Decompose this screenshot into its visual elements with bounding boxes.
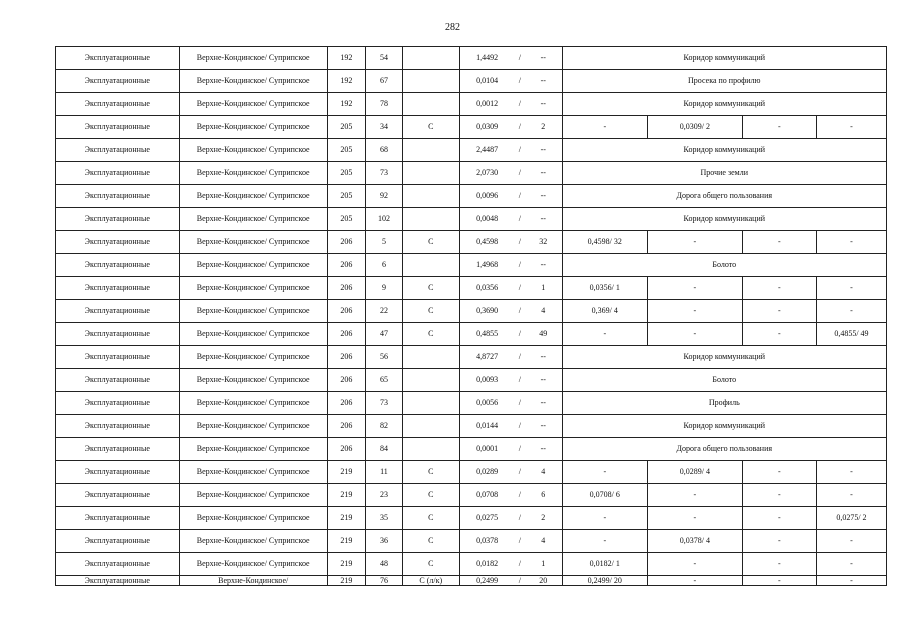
number-cell: 20 bbox=[525, 576, 562, 586]
forestry-cell: Верхне-Кондинское/ Суприпское bbox=[179, 70, 327, 93]
category-cell: Эксплуатационные bbox=[56, 369, 180, 392]
quarter-cell: 206 bbox=[327, 346, 365, 369]
value-cell-2: - bbox=[648, 231, 743, 254]
value-cell-1: - bbox=[562, 116, 647, 139]
allotment-cell: 48 bbox=[365, 553, 402, 576]
area-cell: 0,0096 bbox=[459, 185, 515, 208]
category-cell: Эксплуатационные bbox=[56, 415, 180, 438]
note-cell: Коридор коммуникаций bbox=[562, 208, 886, 231]
slash-cell: / bbox=[515, 484, 525, 507]
allotment-cell: 22 bbox=[365, 300, 402, 323]
slash-cell: / bbox=[515, 162, 525, 185]
table-row bbox=[56, 484, 887, 507]
value-cell-2: - bbox=[648, 553, 743, 576]
code-cell: С bbox=[402, 484, 459, 507]
value-cell-1: - bbox=[562, 461, 647, 484]
area-cell: 0,0144 bbox=[459, 415, 515, 438]
category-cell: Эксплуатационные bbox=[56, 300, 180, 323]
area-cell: 0,0378 bbox=[459, 530, 515, 553]
allotment-cell: 102 bbox=[365, 208, 402, 231]
area-cell: 0,0056 bbox=[459, 392, 515, 415]
code-cell bbox=[402, 70, 459, 93]
number-cell: 32 bbox=[525, 231, 562, 254]
value-cell-1: 0,0708/ 6 bbox=[562, 484, 647, 507]
forestry-cell: Верхне-Кондинское/ Суприпское bbox=[179, 254, 327, 277]
value-cell-1: 0,369/ 4 bbox=[562, 300, 647, 323]
number-cell: -- bbox=[525, 162, 562, 185]
allotment-cell: 84 bbox=[365, 438, 402, 461]
value-cell-1: - bbox=[562, 323, 647, 346]
table-row bbox=[56, 346, 887, 369]
code-cell: С bbox=[402, 231, 459, 254]
code-cell bbox=[402, 254, 459, 277]
number-cell: -- bbox=[525, 70, 562, 93]
note-cell: Коридор коммуникаций bbox=[562, 415, 886, 438]
value-cell-4: - bbox=[816, 484, 886, 507]
area-cell: 0,2499 bbox=[459, 576, 515, 586]
forestry-cell: Верхне-Кондинское/ Суприпское bbox=[179, 139, 327, 162]
forestry-cell: Верхне-Кондинское/ Суприпское bbox=[179, 346, 327, 369]
number-cell: 4 bbox=[525, 300, 562, 323]
table-row bbox=[56, 576, 887, 586]
area-cell: 0,0708 bbox=[459, 484, 515, 507]
quarter-cell: 206 bbox=[327, 231, 365, 254]
quarter-cell: 205 bbox=[327, 162, 365, 185]
slash-cell: / bbox=[515, 392, 525, 415]
slash-cell: / bbox=[515, 70, 525, 93]
code-cell: С bbox=[402, 530, 459, 553]
forestry-cell: Верхне-Кондинское/ Суприпское bbox=[179, 277, 327, 300]
forestry-cell: Верхне-Кондинское/ Суприпское bbox=[179, 47, 327, 70]
number-cell: 2 bbox=[525, 116, 562, 139]
table-row bbox=[56, 231, 887, 254]
category-cell: Эксплуатационные bbox=[56, 70, 180, 93]
quarter-cell: 219 bbox=[327, 553, 365, 576]
value-cell-2: - bbox=[648, 576, 743, 586]
quarter-cell: 219 bbox=[327, 576, 365, 586]
value-cell-3: - bbox=[742, 116, 816, 139]
allotment-cell: 36 bbox=[365, 530, 402, 553]
note-cell: Коридор коммуникаций bbox=[562, 93, 886, 116]
slash-cell: / bbox=[515, 277, 525, 300]
allotment-cell: 5 bbox=[365, 231, 402, 254]
category-cell: Эксплуатационные bbox=[56, 47, 180, 70]
table-row bbox=[56, 392, 887, 415]
allotment-cell: 78 bbox=[365, 93, 402, 116]
forestry-cell: Верхне-Кондинское/ Суприпское bbox=[179, 530, 327, 553]
category-cell: Эксплуатационные bbox=[56, 116, 180, 139]
quarter-cell: 206 bbox=[327, 415, 365, 438]
category-cell: Эксплуатационные bbox=[56, 254, 180, 277]
code-cell: С bbox=[402, 553, 459, 576]
forestry-cell: Верхне-Кондинское/ Суприпское bbox=[179, 231, 327, 254]
quarter-cell: 219 bbox=[327, 484, 365, 507]
slash-cell: / bbox=[515, 185, 525, 208]
value-cell-3: - bbox=[742, 277, 816, 300]
value-cell-2: - bbox=[648, 277, 743, 300]
quarter-cell: 206 bbox=[327, 254, 365, 277]
category-cell: Эксплуатационные bbox=[56, 484, 180, 507]
note-cell: Коридор коммуникаций bbox=[562, 346, 886, 369]
number-cell: -- bbox=[525, 369, 562, 392]
note-cell: Профиль bbox=[562, 392, 886, 415]
slash-cell: / bbox=[515, 346, 525, 369]
area-cell: 0,4855 bbox=[459, 323, 515, 346]
allotment-cell: 9 bbox=[365, 277, 402, 300]
table-row bbox=[56, 323, 887, 346]
table-row bbox=[56, 93, 887, 116]
area-cell: 0,0001 bbox=[459, 438, 515, 461]
code-cell: С bbox=[402, 116, 459, 139]
code-cell bbox=[402, 392, 459, 415]
number-cell: -- bbox=[525, 346, 562, 369]
quarter-cell: 192 bbox=[327, 93, 365, 116]
category-cell: Эксплуатационные bbox=[56, 93, 180, 116]
value-cell-3: - bbox=[742, 553, 816, 576]
table-row bbox=[56, 507, 887, 530]
area-cell: 0,4598 bbox=[459, 231, 515, 254]
value-cell-3: - bbox=[742, 461, 816, 484]
forestry-cell: Верхне-Кондинское/ Суприпское bbox=[179, 415, 327, 438]
value-cell-4: - bbox=[816, 277, 886, 300]
table-row bbox=[56, 300, 887, 323]
value-cell-4: - bbox=[816, 530, 886, 553]
number-cell: -- bbox=[525, 415, 562, 438]
value-cell-2: 0,0378/ 4 bbox=[648, 530, 743, 553]
allotment-cell: 34 bbox=[365, 116, 402, 139]
forestry-cell: Верхне-Кондинское/ Суприпское bbox=[179, 300, 327, 323]
category-cell: Эксплуатационные bbox=[56, 277, 180, 300]
note-cell: Коридор коммуникаций bbox=[562, 139, 886, 162]
category-cell: Эксплуатационные bbox=[56, 323, 180, 346]
value-cell-3: - bbox=[742, 507, 816, 530]
slash-cell: / bbox=[515, 47, 525, 70]
forestry-cell: Верхне-Кондинское/ bbox=[179, 576, 327, 586]
category-cell: Эксплуатационные bbox=[56, 576, 180, 586]
forestry-cell: Верхне-Кондинское/ Суприпское bbox=[179, 323, 327, 346]
quarter-cell: 219 bbox=[327, 530, 365, 553]
code-cell: С bbox=[402, 461, 459, 484]
number-cell: -- bbox=[525, 208, 562, 231]
allotment-cell: 54 bbox=[365, 47, 402, 70]
code-cell bbox=[402, 415, 459, 438]
area-cell: 0,0309 bbox=[459, 116, 515, 139]
quarter-cell: 206 bbox=[327, 300, 365, 323]
note-cell: Болото bbox=[562, 369, 886, 392]
value-cell-1: 0,0356/ 1 bbox=[562, 277, 647, 300]
slash-cell: / bbox=[515, 438, 525, 461]
quarter-cell: 206 bbox=[327, 323, 365, 346]
table-row bbox=[56, 277, 887, 300]
allotment-cell: 56 bbox=[365, 346, 402, 369]
number-cell: -- bbox=[525, 47, 562, 70]
value-cell-4: - bbox=[816, 576, 886, 586]
allotment-cell: 65 bbox=[365, 369, 402, 392]
code-cell: С bbox=[402, 323, 459, 346]
area-cell: 4,8727 bbox=[459, 346, 515, 369]
area-cell: 0,0093 bbox=[459, 369, 515, 392]
value-cell-1: - bbox=[562, 530, 647, 553]
value-cell-2: 0,0309/ 2 bbox=[648, 116, 743, 139]
value-cell-2: - bbox=[648, 484, 743, 507]
area-cell: 0,0104 bbox=[459, 70, 515, 93]
forestry-cell: Верхне-Кондинское/ Суприпское bbox=[179, 116, 327, 139]
area-cell: 0,0182 bbox=[459, 553, 515, 576]
value-cell-3: - bbox=[742, 300, 816, 323]
slash-cell: / bbox=[515, 116, 525, 139]
forestry-cell: Верхне-Кондинское/ Суприпское bbox=[179, 438, 327, 461]
code-cell: С bbox=[402, 507, 459, 530]
area-cell: 0,0048 bbox=[459, 208, 515, 231]
code-cell bbox=[402, 208, 459, 231]
quarter-cell: 206 bbox=[327, 392, 365, 415]
number-cell: -- bbox=[525, 185, 562, 208]
table-row bbox=[56, 438, 887, 461]
value-cell-1: 0,2499/ 20 bbox=[562, 576, 647, 586]
allotment-cell: 67 bbox=[365, 70, 402, 93]
note-cell: Просека по профилю bbox=[562, 70, 886, 93]
note-cell: Коридор коммуникаций bbox=[562, 47, 886, 70]
allotment-cell: 11 bbox=[365, 461, 402, 484]
slash-cell: / bbox=[515, 461, 525, 484]
forest-register-table bbox=[55, 46, 887, 586]
quarter-cell: 205 bbox=[327, 139, 365, 162]
slash-cell: / bbox=[515, 208, 525, 231]
quarter-cell: 205 bbox=[327, 116, 365, 139]
slash-cell: / bbox=[515, 507, 525, 530]
value-cell-1: - bbox=[562, 507, 647, 530]
value-cell-3: - bbox=[742, 484, 816, 507]
allotment-cell: 76 bbox=[365, 576, 402, 586]
forestry-cell: Верхне-Кондинское/ Суприпское bbox=[179, 553, 327, 576]
table-row bbox=[56, 162, 887, 185]
category-cell: Эксплуатационные bbox=[56, 139, 180, 162]
code-cell bbox=[402, 185, 459, 208]
slash-cell: / bbox=[515, 369, 525, 392]
number-cell: 1 bbox=[525, 277, 562, 300]
table-row bbox=[56, 369, 887, 392]
allotment-cell: 73 bbox=[365, 162, 402, 185]
number-cell: -- bbox=[525, 139, 562, 162]
category-cell: Эксплуатационные bbox=[56, 438, 180, 461]
value-cell-2: - bbox=[648, 323, 743, 346]
forestry-cell: Верхне-Кондинское/ Суприпское bbox=[179, 507, 327, 530]
code-cell bbox=[402, 346, 459, 369]
forestry-cell: Верхне-Кондинское/ Суприпское bbox=[179, 185, 327, 208]
category-cell: Эксплуатационные bbox=[56, 162, 180, 185]
table-row bbox=[56, 116, 887, 139]
value-cell-2: - bbox=[648, 507, 743, 530]
quarter-cell: 219 bbox=[327, 507, 365, 530]
slash-cell: / bbox=[515, 300, 525, 323]
code-cell: С bbox=[402, 300, 459, 323]
table-row bbox=[56, 208, 887, 231]
value-cell-4: 0,4855/ 49 bbox=[816, 323, 886, 346]
table-row bbox=[56, 47, 887, 70]
table-row bbox=[56, 254, 887, 277]
category-cell: Эксплуатационные bbox=[56, 553, 180, 576]
quarter-cell: 205 bbox=[327, 185, 365, 208]
code-cell bbox=[402, 93, 459, 116]
quarter-cell: 192 bbox=[327, 47, 365, 70]
number-cell: -- bbox=[525, 392, 562, 415]
note-cell: Прочие земли bbox=[562, 162, 886, 185]
quarter-cell: 206 bbox=[327, 438, 365, 461]
number-cell: 4 bbox=[525, 461, 562, 484]
number-cell: -- bbox=[525, 254, 562, 277]
category-cell: Эксплуатационные bbox=[56, 530, 180, 553]
area-cell: 0,0275 bbox=[459, 507, 515, 530]
forestry-cell: Верхне-Кондинское/ Суприпское bbox=[179, 93, 327, 116]
value-cell-1: 0,0182/ 1 bbox=[562, 553, 647, 576]
quarter-cell: 192 bbox=[327, 70, 365, 93]
table-row bbox=[56, 530, 887, 553]
code-cell: С (л/к) bbox=[402, 576, 459, 586]
category-cell: Эксплуатационные bbox=[56, 185, 180, 208]
number-cell: 2 bbox=[525, 507, 562, 530]
number-cell: 4 bbox=[525, 530, 562, 553]
area-cell: 0,0012 bbox=[459, 93, 515, 116]
forestry-cell: Верхне-Кондинское/ Суприпское bbox=[179, 208, 327, 231]
page-number: 282 bbox=[445, 22, 460, 33]
value-cell-4: - bbox=[816, 461, 886, 484]
table-row bbox=[56, 70, 887, 93]
forestry-cell: Верхне-Кондинское/ Суприпское bbox=[179, 484, 327, 507]
slash-cell: / bbox=[515, 576, 525, 586]
slash-cell: / bbox=[515, 231, 525, 254]
value-cell-2: 0,0289/ 4 bbox=[648, 461, 743, 484]
code-cell bbox=[402, 47, 459, 70]
value-cell-4: - bbox=[816, 231, 886, 254]
value-cell-3: - bbox=[742, 231, 816, 254]
area-cell: 2,4487 bbox=[459, 139, 515, 162]
category-cell: Эксплуатационные bbox=[56, 346, 180, 369]
allotment-cell: 92 bbox=[365, 185, 402, 208]
note-cell: Болото bbox=[562, 254, 886, 277]
area-cell: 0,3690 bbox=[459, 300, 515, 323]
allotment-cell: 73 bbox=[365, 392, 402, 415]
code-cell bbox=[402, 162, 459, 185]
area-cell: 0,0356 bbox=[459, 277, 515, 300]
allotment-cell: 82 bbox=[365, 415, 402, 438]
category-cell: Эксплуатационные bbox=[56, 461, 180, 484]
quarter-cell: 205 bbox=[327, 208, 365, 231]
table-row bbox=[56, 415, 887, 438]
allotment-cell: 68 bbox=[365, 139, 402, 162]
allotment-cell: 23 bbox=[365, 484, 402, 507]
quarter-cell: 206 bbox=[327, 369, 365, 392]
number-cell: 49 bbox=[525, 323, 562, 346]
table-body bbox=[56, 47, 887, 586]
area-cell: 1,4492 bbox=[459, 47, 515, 70]
category-cell: Эксплуатационные bbox=[56, 507, 180, 530]
value-cell-4: - bbox=[816, 300, 886, 323]
area-cell: 2,0730 bbox=[459, 162, 515, 185]
code-cell bbox=[402, 139, 459, 162]
forestry-cell: Верхне-Кондинское/ Суприпское bbox=[179, 392, 327, 415]
value-cell-3: - bbox=[742, 323, 816, 346]
value-cell-4: - bbox=[816, 116, 886, 139]
number-cell: -- bbox=[525, 93, 562, 116]
code-cell bbox=[402, 369, 459, 392]
number-cell: 6 bbox=[525, 484, 562, 507]
slash-cell: / bbox=[515, 323, 525, 346]
quarter-cell: 219 bbox=[327, 461, 365, 484]
area-cell: 1,4968 bbox=[459, 254, 515, 277]
category-cell: Эксплуатационные bbox=[56, 231, 180, 254]
table-row bbox=[56, 461, 887, 484]
number-cell: 1 bbox=[525, 553, 562, 576]
forestry-cell: Верхне-Кондинское/ Суприпское bbox=[179, 461, 327, 484]
value-cell-1: 0,4598/ 32 bbox=[562, 231, 647, 254]
value-cell-2: - bbox=[648, 300, 743, 323]
slash-cell: / bbox=[515, 415, 525, 438]
value-cell-3: - bbox=[742, 576, 816, 586]
quarter-cell: 206 bbox=[327, 277, 365, 300]
allotment-cell: 6 bbox=[365, 254, 402, 277]
slash-cell: / bbox=[515, 530, 525, 553]
slash-cell: / bbox=[515, 139, 525, 162]
category-cell: Эксплуатационные bbox=[56, 392, 180, 415]
number-cell: -- bbox=[525, 438, 562, 461]
table-row bbox=[56, 139, 887, 162]
note-cell: Дорога общего пользования bbox=[562, 185, 886, 208]
allotment-cell: 47 bbox=[365, 323, 402, 346]
forestry-cell: Верхне-Кондинское/ Суприпское bbox=[179, 369, 327, 392]
allotment-cell: 35 bbox=[365, 507, 402, 530]
category-cell: Эксплуатационные bbox=[56, 208, 180, 231]
note-cell: Дорога общего пользования bbox=[562, 438, 886, 461]
forestry-cell: Верхне-Кондинское/ Суприпское bbox=[179, 162, 327, 185]
table-row bbox=[56, 553, 887, 576]
table-row bbox=[56, 185, 887, 208]
area-cell: 0,0289 bbox=[459, 461, 515, 484]
code-cell: С bbox=[402, 277, 459, 300]
value-cell-4: 0,0275/ 2 bbox=[816, 507, 886, 530]
slash-cell: / bbox=[515, 254, 525, 277]
value-cell-3: - bbox=[742, 530, 816, 553]
code-cell bbox=[402, 438, 459, 461]
value-cell-4: - bbox=[816, 553, 886, 576]
slash-cell: / bbox=[515, 553, 525, 576]
slash-cell: / bbox=[515, 93, 525, 116]
